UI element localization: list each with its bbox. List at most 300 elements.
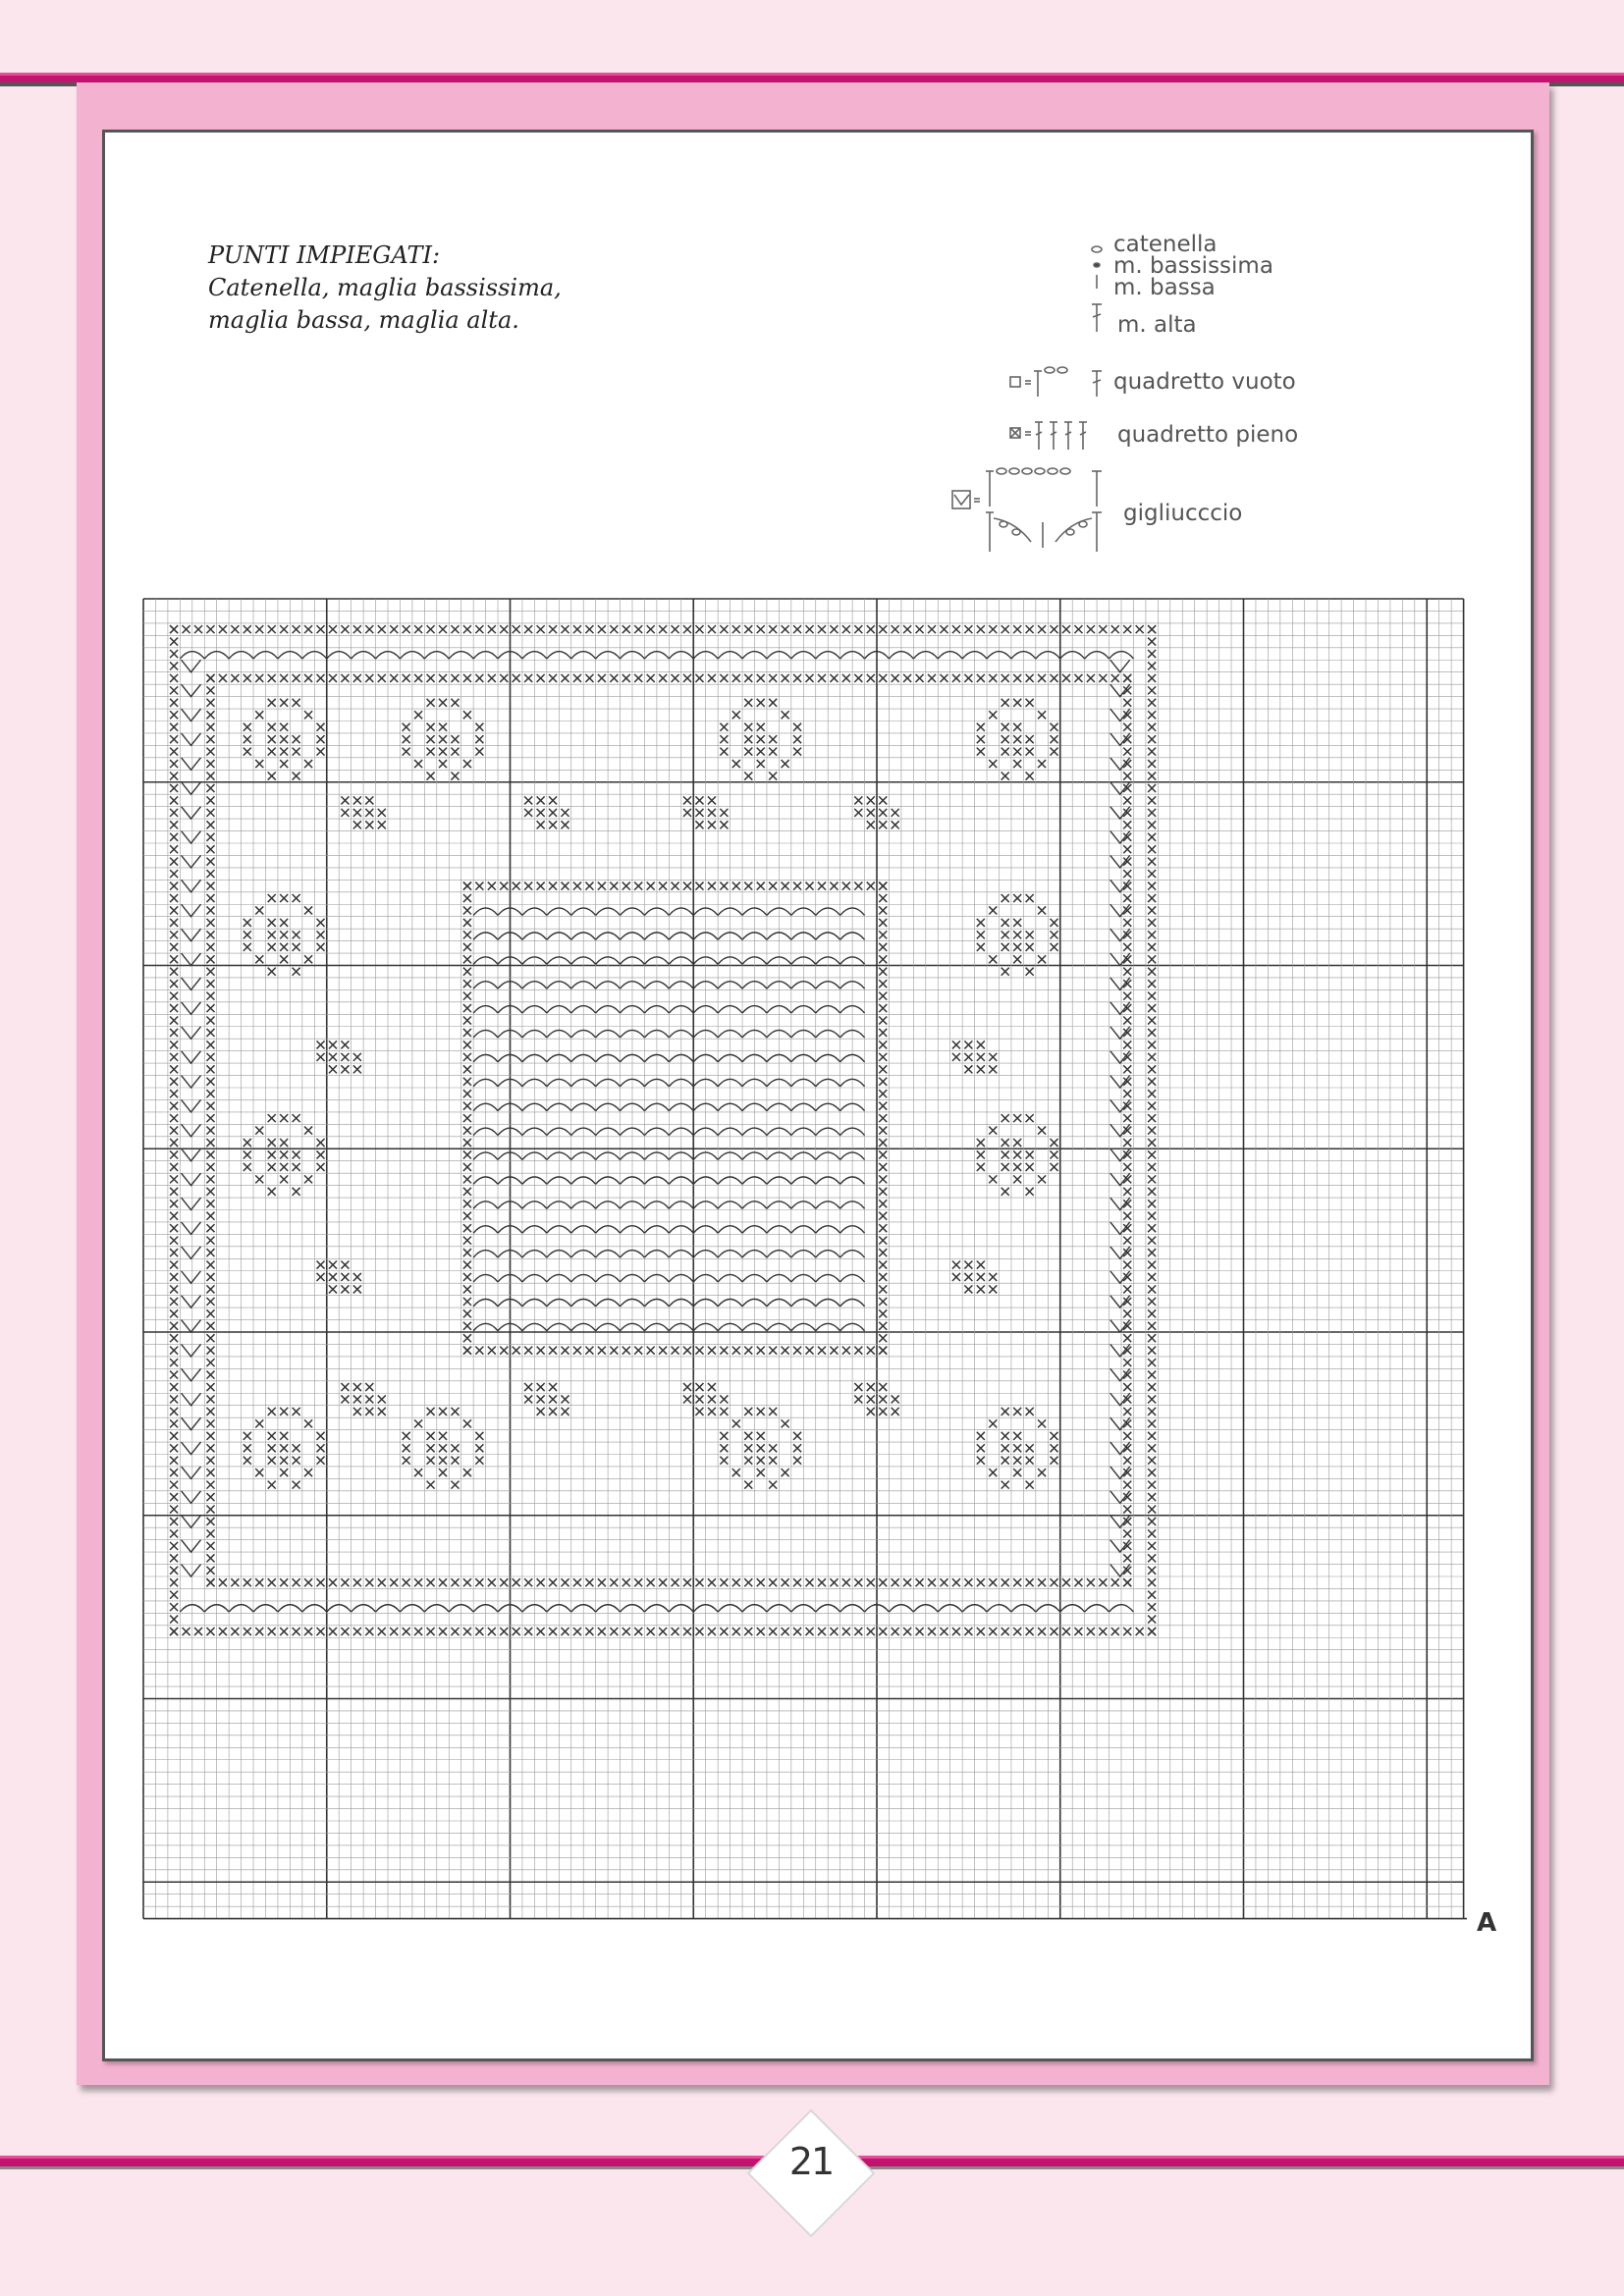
filled-block-mark: [170, 650, 178, 658]
filled-block-mark: [244, 1150, 251, 1158]
filled-block-mark: [585, 1628, 593, 1635]
filled-block-mark: [647, 1347, 655, 1355]
filled-block-mark: [1148, 1383, 1156, 1391]
filled-block-mark: [293, 735, 300, 743]
filled-block-mark: [573, 674, 581, 682]
filled-block-mark: [280, 1444, 288, 1452]
filled-block-mark: [341, 1383, 349, 1391]
filled-block-mark: [1001, 625, 1009, 633]
filled-block-mark: [879, 1408, 887, 1415]
filled-block-mark: [206, 699, 214, 707]
filled-block-mark: [463, 1285, 471, 1293]
filled-block-mark: [879, 1114, 887, 1122]
filled-block-mark: [170, 943, 178, 951]
filled-block-mark: [304, 1578, 312, 1586]
filled-block-mark: [353, 1383, 361, 1391]
filled-block-mark: [365, 1578, 373, 1586]
filled-block-mark: [463, 711, 471, 719]
filled-block-mark: [1123, 1506, 1131, 1514]
filled-block-mark: [879, 1150, 887, 1158]
filled-block-mark: [989, 1175, 997, 1183]
filled-block-mark: [623, 625, 630, 633]
filled-block-mark: [170, 711, 178, 719]
filled-block-mark: [598, 882, 606, 890]
filled-block-mark: [244, 674, 251, 682]
filled-block-mark: [549, 1628, 557, 1635]
filled-block-mark: [769, 735, 777, 743]
filled-block-mark: [293, 748, 300, 756]
filled-block-mark: [1148, 821, 1156, 828]
filled-block-mark: [206, 1237, 214, 1245]
filled-block-mark: [206, 1102, 214, 1110]
filled-block-mark: [317, 1273, 325, 1281]
filled-block-mark: [500, 674, 508, 682]
filled-block-mark: [1148, 931, 1156, 938]
filled-block-mark: [879, 1322, 887, 1330]
filled-block-mark: [1051, 919, 1058, 927]
filled-block-mark: [463, 1090, 471, 1097]
filled-block-mark: [1051, 1578, 1058, 1586]
filled-block-mark: [757, 674, 765, 682]
lacet-mark: [182, 1051, 201, 1063]
filled-block-mark: [695, 796, 703, 804]
filled-block-mark: [989, 711, 997, 719]
filled-block-mark: [793, 625, 801, 633]
filled-block-mark: [1148, 1102, 1156, 1110]
filled-block-mark: [341, 1285, 349, 1293]
filled-block-mark: [598, 1628, 606, 1635]
filled-block-mark: [977, 1432, 985, 1440]
filled-block-mark: [977, 1065, 985, 1073]
filled-block-mark: [206, 1432, 214, 1440]
filled-block-mark: [341, 1273, 349, 1281]
legend-label-chain: catenella: [1113, 232, 1218, 257]
filled-block-mark: [206, 1457, 214, 1465]
filled-block-mark: [255, 1578, 263, 1586]
filled-block-mark: [720, 1578, 728, 1586]
filled-block-mark: [1111, 674, 1119, 682]
filled-block-mark: [244, 1628, 251, 1635]
filled-block-mark: [1026, 1150, 1034, 1158]
filled-block-mark: [206, 1322, 214, 1330]
filled-block-mark: [365, 1395, 373, 1403]
filled-block-mark: [463, 1628, 471, 1635]
filled-block-mark: [293, 625, 300, 633]
filled-block-mark: [1013, 1175, 1021, 1183]
filled-block-mark: [977, 943, 985, 951]
filled-block-mark: [317, 1457, 325, 1465]
filled-block-mark: [744, 1628, 752, 1635]
filled-block-mark: [1148, 833, 1156, 841]
filled-block-mark: [610, 1628, 618, 1635]
filled-block-mark: [463, 1237, 471, 1245]
filled-block-mark: [206, 1127, 214, 1135]
legend-label-slip-stitch: m. bassissima: [1113, 253, 1273, 279]
filled-block-mark: [647, 674, 655, 682]
filled-block-mark: [268, 1628, 276, 1635]
filled-block-mark: [1051, 723, 1058, 731]
filled-block-mark: [1013, 699, 1021, 707]
chart-start-marker: A: [1477, 1908, 1497, 1938]
filled-block-mark: [562, 625, 569, 633]
filled-block-mark: [231, 1628, 239, 1635]
filled-block-mark: [329, 625, 337, 633]
filled-block-mark: [463, 955, 471, 963]
filled-block-mark: [317, 931, 325, 938]
filled-block-mark: [280, 1408, 288, 1415]
lacet-mark: [182, 758, 201, 770]
filled-block-mark: [1001, 723, 1009, 731]
filled-block-mark: [1038, 1578, 1046, 1586]
filled-block-mark: [1038, 1468, 1046, 1476]
filled-block-mark: [1148, 625, 1156, 633]
filled-block-mark: [1013, 674, 1021, 682]
filled-block-mark: [170, 1616, 178, 1624]
filled-block-mark: [672, 1578, 679, 1586]
filled-block-mark: [744, 1408, 752, 1415]
filled-block-mark: [244, 625, 251, 633]
filled-block-mark: [782, 674, 789, 682]
filled-block-mark: [610, 882, 618, 890]
filled-block-mark: [463, 1212, 471, 1220]
filled-block-mark: [818, 882, 826, 890]
filled-block-mark: [1026, 1457, 1034, 1465]
filled-block-mark: [720, 674, 728, 682]
filled-block-mark: [549, 1408, 557, 1415]
filled-block-mark: [365, 625, 373, 633]
filled-block-mark: [1148, 1273, 1156, 1281]
filled-block-mark: [293, 773, 300, 780]
filled-block-mark: [1148, 980, 1156, 988]
lacet-mark: [182, 1099, 201, 1111]
filled-block-mark: [1013, 1408, 1021, 1415]
filled-block-mark: [1148, 1591, 1156, 1599]
filled-block-mark: [782, 711, 789, 719]
filled-block-mark: [744, 1481, 752, 1489]
filled-block-mark: [439, 1578, 447, 1586]
filled-block-mark: [1148, 796, 1156, 804]
filled-block-mark: [1148, 1359, 1156, 1366]
filled-block-mark: [537, 625, 545, 633]
filled-block-mark: [720, 809, 728, 817]
filled-block-mark: [293, 894, 300, 902]
filled-block-mark: [720, 735, 728, 743]
filled-block-mark: [488, 1628, 496, 1635]
filled-block-mark: [892, 809, 899, 817]
filled-block-mark: [463, 1200, 471, 1207]
filled-block-mark: [708, 882, 716, 890]
filled-block-mark: [672, 1628, 679, 1635]
filled-block-mark: [206, 1090, 214, 1097]
lacet-mark: [182, 953, 201, 965]
filled-block-mark: [854, 1347, 862, 1355]
filled-block-mark: [403, 1432, 410, 1440]
filled-block-mark: [1074, 625, 1082, 633]
filled-block-mark: [463, 1309, 471, 1317]
filled-block-mark: [782, 1578, 789, 1586]
filled-block-mark: [427, 1432, 435, 1440]
filled-block-mark: [463, 1188, 471, 1196]
filled-block-mark: [977, 748, 985, 756]
filled-block-mark: [206, 894, 214, 902]
filled-block-mark: [1051, 1444, 1058, 1452]
filled-block-mark: [427, 625, 435, 633]
filled-block-mark: [757, 1347, 765, 1355]
filled-block-mark: [842, 1578, 850, 1586]
filled-block-mark: [280, 1150, 288, 1158]
filled-block-mark: [268, 1114, 276, 1122]
filled-block-mark: [524, 674, 532, 682]
filled-block-mark: [1099, 674, 1107, 682]
filled-block-mark: [879, 1065, 887, 1073]
filled-block-mark: [500, 1347, 508, 1355]
filled-block-mark: [317, 625, 325, 633]
filled-block-mark: [744, 735, 752, 743]
filled-block-mark: [439, 1444, 447, 1452]
filled-block-mark: [1001, 931, 1009, 938]
filled-block-mark: [293, 1188, 300, 1196]
filled-block-mark: [940, 674, 947, 682]
filled-block-mark: [964, 674, 972, 682]
filled-block-mark: [244, 1139, 251, 1147]
filled-block-mark: [793, 748, 801, 756]
filled-block-mark: [500, 625, 508, 633]
filled-block-mark: [940, 625, 947, 633]
filled-block-mark: [463, 1334, 471, 1342]
filled-block-mark: [769, 674, 777, 682]
filled-block-mark: [329, 1053, 337, 1061]
filled-block-mark: [524, 809, 532, 817]
filled-block-mark: [879, 1017, 887, 1025]
filled-block-mark: [513, 1628, 520, 1635]
filled-block-mark: [170, 882, 178, 890]
filled-block-mark: [439, 748, 447, 756]
filled-block-mark: [879, 1188, 887, 1196]
filled-block-mark: [170, 1603, 178, 1611]
stitches-line-2: maglia bassa, maglia alta.: [208, 306, 519, 334]
filled-block-mark: [672, 625, 679, 633]
filled-block-mark: [1038, 711, 1046, 719]
filled-block-mark: [782, 1347, 789, 1355]
filled-block-mark: [598, 1347, 606, 1355]
filled-block-mark: [695, 1383, 703, 1391]
filled-block-mark: [206, 980, 214, 988]
lacet-mark: [182, 1320, 201, 1332]
lacet-mark: [1110, 660, 1130, 671]
filled-block-mark: [1123, 1139, 1131, 1147]
filled-block-mark: [892, 1395, 899, 1403]
filled-block-mark: [317, 1578, 325, 1586]
filled-block-mark: [524, 796, 532, 804]
filled-block-mark: [1038, 906, 1046, 914]
filled-block-mark: [1051, 1432, 1058, 1440]
filled-block-mark: [573, 1628, 581, 1635]
filled-block-mark: [1148, 1004, 1156, 1012]
filled-block-mark: [549, 674, 557, 682]
filled-block-mark: [1123, 1041, 1131, 1048]
filled-block-mark: [170, 1628, 178, 1635]
filled-block-mark: [317, 919, 325, 927]
filled-block-mark: [879, 919, 887, 927]
filled-block-mark: [683, 625, 691, 633]
filled-block-mark: [403, 1444, 410, 1452]
filled-block-mark: [280, 625, 288, 633]
filled-block-mark: [1026, 748, 1034, 756]
filled-block-mark: [879, 931, 887, 938]
filled-block-mark: [1111, 1578, 1119, 1586]
filled-block-mark: [854, 882, 862, 890]
filled-block-mark: [1148, 1628, 1156, 1635]
filled-block-mark: [672, 882, 679, 890]
filled-block-mark: [879, 1102, 887, 1110]
filled-block-mark: [268, 1578, 276, 1586]
filled-block-mark: [830, 1347, 838, 1355]
filled-block-mark: [170, 821, 178, 828]
filled-block-mark: [708, 1628, 716, 1635]
filled-block-mark: [683, 882, 691, 890]
filled-block-mark: [659, 674, 667, 682]
filled-block-mark: [1148, 1347, 1156, 1355]
filled-block-mark: [280, 760, 288, 768]
lacet-mark: [182, 1247, 201, 1258]
filled-block-mark: [206, 931, 214, 938]
filled-block-mark: [647, 882, 655, 890]
filled-block-mark: [1148, 1212, 1156, 1220]
filled-block-mark: [537, 1578, 545, 1586]
filled-block-mark: [463, 1419, 471, 1427]
filled-block-mark: [573, 1347, 581, 1355]
filled-block-mark: [634, 1628, 642, 1635]
filled-block-mark: [695, 1578, 703, 1586]
filled-block-mark: [206, 1419, 214, 1427]
filled-block-mark: [793, 1628, 801, 1635]
filled-block-mark: [304, 1175, 312, 1183]
filled-block-mark: [1026, 943, 1034, 951]
filled-block-mark: [170, 1383, 178, 1391]
filled-block-mark: [1136, 625, 1144, 633]
filled-block-mark: [231, 1578, 239, 1586]
filled-block-mark: [206, 1506, 214, 1514]
filled-block-mark: [206, 1542, 214, 1550]
filled-block-mark: [940, 1628, 947, 1635]
filled-block-mark: [170, 1322, 178, 1330]
filled-block-mark: [867, 882, 875, 890]
filled-block-mark: [1123, 1090, 1131, 1097]
filled-block-mark: [170, 1359, 178, 1366]
filled-block-mark: [244, 943, 251, 951]
filled-block-mark: [977, 1444, 985, 1452]
filled-block-mark: [1123, 773, 1131, 780]
filled-block-mark: [1013, 1139, 1021, 1147]
filled-block-mark: [1148, 1249, 1156, 1256]
filled-block-mark: [647, 1578, 655, 1586]
filled-block-mark: [293, 1444, 300, 1452]
filled-block-mark: [1123, 1237, 1131, 1245]
filled-block-mark: [170, 906, 178, 914]
filled-block-mark: [708, 625, 716, 633]
filled-block-mark: [206, 796, 214, 804]
filled-block-mark: [1123, 699, 1131, 707]
filled-block-mark: [818, 625, 826, 633]
filled-block-mark: [170, 1578, 178, 1586]
filled-block-mark: [793, 674, 801, 682]
filled-block-mark: [329, 674, 337, 682]
filled-block-mark: [1148, 1237, 1156, 1245]
filled-block-mark: [1051, 674, 1058, 682]
filled-block-mark: [1148, 1127, 1156, 1135]
filled-block-mark: [170, 662, 178, 669]
filled-block-mark: [206, 919, 214, 927]
filled-block-mark: [170, 748, 178, 756]
filled-block-mark: [206, 1518, 214, 1525]
filled-block-mark: [879, 882, 887, 890]
filled-block-mark: [903, 625, 911, 633]
filled-block-mark: [854, 1578, 862, 1586]
filled-block-mark: [524, 1628, 532, 1635]
filled-block-mark: [1148, 1065, 1156, 1073]
filled-block-mark: [280, 1628, 288, 1635]
filled-block-mark: [1038, 674, 1046, 682]
filled-block-mark: [1148, 1298, 1156, 1306]
filled-block-mark: [793, 723, 801, 731]
filled-block-mark: [573, 882, 581, 890]
filled-block-mark: [255, 1127, 263, 1135]
filled-block-mark: [879, 1041, 887, 1048]
legend-label-filled-block: quadretto pieno: [1117, 422, 1299, 448]
filled-block-mark: [524, 882, 532, 890]
filled-block-mark: [1123, 845, 1131, 853]
filled-block-mark: [989, 1065, 997, 1073]
filled-block-mark: [439, 1432, 447, 1440]
filled-block-mark: [867, 1628, 875, 1635]
filled-block-mark: [304, 760, 312, 768]
filled-block-mark: [782, 760, 789, 768]
filled-block-mark: [463, 1224, 471, 1232]
filled-block-mark: [854, 809, 862, 817]
filled-block-mark: [1074, 674, 1082, 682]
filled-block-mark: [806, 1628, 814, 1635]
filled-block-mark: [439, 723, 447, 731]
filled-block-mark: [1074, 1578, 1082, 1586]
filled-block-mark: [1123, 1285, 1131, 1293]
filled-block-mark: [1123, 1163, 1131, 1171]
filled-block-mark: [304, 1468, 312, 1476]
filled-block-mark: [170, 1261, 178, 1269]
filled-block-mark: [341, 1395, 349, 1403]
filled-block-mark: [451, 1408, 459, 1415]
filled-block-mark: [524, 1383, 532, 1391]
filled-block-mark: [562, 821, 569, 828]
filled-block-mark: [463, 882, 471, 890]
filled-block-mark: [463, 1078, 471, 1086]
filled-block-mark: [206, 1041, 214, 1048]
filled-block-mark: [1001, 1163, 1009, 1171]
filled-block-mark: [1123, 674, 1131, 682]
filled-block-mark: [268, 699, 276, 707]
filled-block-mark: [244, 919, 251, 927]
filled-block-mark: [782, 625, 789, 633]
filled-block-mark: [916, 1628, 924, 1635]
filled-block-mark: [867, 796, 875, 804]
filled-block-mark: [782, 882, 789, 890]
lacet-mark: [182, 1296, 201, 1308]
filled-block-mark: [610, 1578, 618, 1586]
filled-block-mark: [757, 1432, 765, 1440]
page-number: 21: [788, 2140, 834, 2183]
filled-block-mark: [977, 1139, 985, 1147]
filled-block-mark: [867, 1395, 875, 1403]
filled-block-mark: [695, 1395, 703, 1403]
